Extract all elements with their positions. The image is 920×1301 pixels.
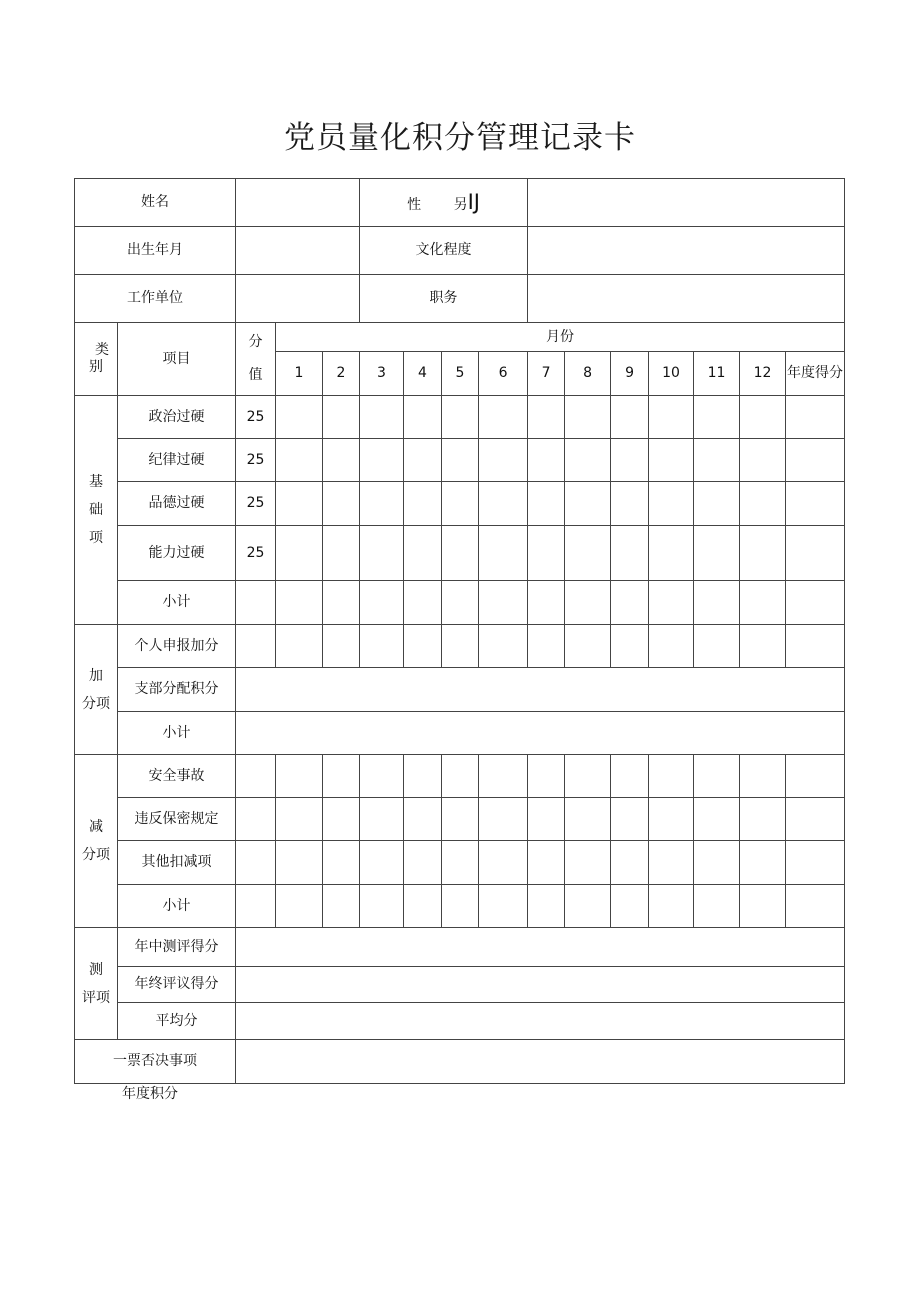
month-score-cell[interactable] [694, 755, 740, 798]
month-5: 5 [442, 352, 479, 396]
month-score-cell[interactable] [649, 755, 694, 798]
month-3: 3 [360, 352, 404, 396]
month-12: 12 [740, 352, 786, 396]
month-score-cell[interactable] [404, 625, 442, 668]
item-label: 个人申报加分 [118, 625, 236, 668]
month-score-cell[interactable] [360, 885, 404, 928]
month-score-cell[interactable] [611, 526, 649, 581]
month-score-cell[interactable] [442, 581, 479, 625]
month-score-cell[interactable] [442, 885, 479, 928]
month-score-cell[interactable] [528, 482, 565, 526]
item-header: 项目 [118, 323, 236, 396]
month-score-cell[interactable] [442, 625, 479, 668]
month-score-cell[interactable] [276, 625, 323, 668]
annual-score-cell[interactable] [786, 841, 845, 885]
birth-field[interactable] [236, 227, 360, 275]
score-value: 25 [236, 482, 276, 526]
month-score-cell[interactable] [442, 396, 479, 439]
month-score-cell[interactable] [565, 885, 611, 928]
month-score-cell[interactable] [323, 798, 360, 841]
basic-row-discipline [75, 439, 845, 482]
record-card-table [74, 178, 845, 1084]
month-score-cell[interactable] [360, 396, 404, 439]
month-score-cell[interactable] [479, 798, 528, 841]
month-score-cell[interactable] [404, 755, 442, 798]
month-score-cell[interactable] [479, 841, 528, 885]
month-score-cell[interactable] [565, 625, 611, 668]
month-score-cell[interactable] [528, 396, 565, 439]
score-cell[interactable] [236, 581, 276, 625]
month-score-cell[interactable] [565, 798, 611, 841]
month-score-cell[interactable] [528, 526, 565, 581]
wide-field[interactable] [236, 668, 845, 712]
month-header: 月份 [276, 323, 845, 352]
month-score-cell[interactable] [565, 396, 611, 439]
month-score-cell[interactable] [649, 625, 694, 668]
month-score-cell[interactable] [694, 625, 740, 668]
position-label: 职务 [360, 275, 528, 323]
month-score-cell[interactable] [611, 885, 649, 928]
month-score-cell[interactable] [323, 482, 360, 526]
annual-score-cell[interactable] [786, 755, 845, 798]
month-score-cell[interactable] [323, 581, 360, 625]
month-score-cell[interactable] [528, 439, 565, 482]
evaluation-row-yearend [75, 967, 845, 1003]
month-score-cell[interactable] [276, 482, 323, 526]
bonus-category: 加 分项 [75, 625, 118, 755]
month-score-cell[interactable] [479, 396, 528, 439]
annual-score-cell[interactable] [786, 798, 845, 841]
month-score-cell[interactable] [276, 755, 323, 798]
evaluation-category: 测 评项 [75, 928, 118, 1040]
name-label: 姓名 [75, 179, 236, 227]
month-score-cell[interactable] [649, 396, 694, 439]
annual-score-cell[interactable] [786, 396, 845, 439]
month-score-cell[interactable] [404, 581, 442, 625]
month-score-cell[interactable] [649, 581, 694, 625]
deduction-row-subtotal [75, 885, 845, 928]
month-2: 2 [323, 352, 360, 396]
month-score-cell[interactable] [479, 885, 528, 928]
item-label: 小计 [118, 581, 236, 625]
month-score-cell[interactable] [442, 798, 479, 841]
item-label: 小计 [118, 712, 236, 755]
month-score-cell[interactable] [360, 755, 404, 798]
annual-score-label: 年度积分 [122, 1086, 178, 1102]
month-score-cell[interactable] [694, 581, 740, 625]
item-label: 支部分配积分 [118, 668, 236, 712]
wide-field[interactable] [236, 928, 845, 967]
month-score-cell[interactable] [479, 439, 528, 482]
item-label: 平均分 [118, 1003, 236, 1040]
score-header: 分 值 [236, 323, 276, 396]
month-score-cell[interactable] [649, 841, 694, 885]
veto-label: 一票否决事项 [75, 1040, 236, 1084]
basic-row-morality [75, 482, 845, 526]
score-cell[interactable] [236, 885, 276, 928]
page-title: 党员量化积分管理记录卡 [284, 120, 636, 156]
month-score-cell[interactable] [323, 396, 360, 439]
veto-field[interactable] [236, 1040, 845, 1084]
month-score-cell[interactable] [404, 439, 442, 482]
month-score-cell[interactable] [276, 526, 323, 581]
month-score-cell[interactable] [276, 581, 323, 625]
month-score-cell[interactable] [694, 439, 740, 482]
annual-score-cell[interactable] [786, 526, 845, 581]
month-score-cell[interactable] [649, 482, 694, 526]
month-score-cell[interactable] [360, 798, 404, 841]
item-label: 安全事故 [118, 755, 236, 798]
month-score-cell[interactable] [694, 885, 740, 928]
month-score-cell[interactable] [565, 841, 611, 885]
evaluation-row-average [75, 1003, 845, 1040]
month-score-cell[interactable] [404, 396, 442, 439]
month-score-cell[interactable] [442, 482, 479, 526]
annual-score-cell[interactable] [786, 581, 845, 625]
month-score-cell[interactable] [404, 841, 442, 885]
month-score-cell[interactable] [611, 755, 649, 798]
month-score-cell[interactable] [611, 841, 649, 885]
month-score-cell[interactable] [528, 755, 565, 798]
score-cell[interactable] [236, 798, 276, 841]
month-score-cell[interactable] [649, 798, 694, 841]
month-score-cell[interactable] [276, 841, 323, 885]
month-score-cell[interactable] [565, 526, 611, 581]
month-score-cell[interactable] [565, 755, 611, 798]
score-cell[interactable] [236, 625, 276, 668]
position-field[interactable] [528, 275, 845, 323]
score-value: 25 [236, 526, 276, 581]
month-score-cell[interactable] [694, 482, 740, 526]
month-score-cell[interactable] [323, 841, 360, 885]
month-score-cell[interactable] [611, 396, 649, 439]
month-score-cell[interactable] [404, 526, 442, 581]
month-score-cell[interactable] [442, 439, 479, 482]
month-score-cell[interactable] [740, 526, 786, 581]
item-label: 其他扣减项 [118, 841, 236, 885]
name-field[interactable] [236, 179, 360, 227]
info-row-birth [75, 227, 845, 275]
month-score-cell[interactable] [404, 798, 442, 841]
wide-field[interactable] [236, 967, 845, 1003]
month-score-cell[interactable] [565, 581, 611, 625]
month-11: 11 [694, 352, 740, 396]
month-score-cell[interactable] [694, 798, 740, 841]
month-score-cell[interactable] [740, 885, 786, 928]
deduction-row-safety [75, 755, 845, 798]
education-label: 文化程度 [360, 227, 528, 275]
education-field[interactable] [528, 227, 845, 275]
month-score-cell[interactable] [740, 396, 786, 439]
month-1: 1 [276, 352, 323, 396]
basic-row-politics [75, 396, 845, 439]
workplace-label: 工作单位 [75, 275, 236, 323]
score-cell[interactable] [236, 755, 276, 798]
month-score-cell[interactable] [611, 798, 649, 841]
month-score-cell[interactable] [276, 396, 323, 439]
month-score-cell[interactable] [740, 581, 786, 625]
birth-label: 出生年月 [75, 227, 236, 275]
month-score-cell[interactable] [528, 885, 565, 928]
month-score-cell[interactable] [611, 581, 649, 625]
item-label: 品德过硬 [118, 482, 236, 526]
month-score-cell[interactable] [740, 625, 786, 668]
month-score-cell[interactable] [611, 625, 649, 668]
month-score-cell[interactable] [404, 885, 442, 928]
month-4: 4 [404, 352, 442, 396]
month-8: 8 [565, 352, 611, 396]
month-10: 10 [649, 352, 694, 396]
month-score-cell[interactable] [276, 885, 323, 928]
score-value: 25 [236, 439, 276, 482]
veto-row [75, 1040, 845, 1084]
month-score-cell[interactable] [479, 581, 528, 625]
annual-score-cell[interactable] [786, 885, 845, 928]
month-score-cell[interactable] [323, 755, 360, 798]
month-score-cell[interactable] [740, 439, 786, 482]
month-score-cell[interactable] [323, 625, 360, 668]
info-row-work [75, 275, 845, 323]
item-label: 年终评议得分 [118, 967, 236, 1003]
month-score-cell[interactable] [565, 439, 611, 482]
month-score-cell[interactable] [479, 482, 528, 526]
category-header: 类 别 [75, 323, 118, 396]
month-score-cell[interactable] [694, 396, 740, 439]
month-score-cell[interactable] [479, 526, 528, 581]
item-label: 小计 [118, 885, 236, 928]
bonus-row-self-report [75, 625, 845, 668]
item-label: 能力过硬 [118, 526, 236, 581]
deduction-category: 减 分项 [75, 755, 118, 928]
wide-field[interactable] [236, 1003, 845, 1040]
month-score-cell[interactable] [740, 755, 786, 798]
basic-row-ability [75, 526, 845, 581]
month-score-cell[interactable] [740, 798, 786, 841]
month-score-cell[interactable] [528, 841, 565, 885]
month-score-cell[interactable] [649, 885, 694, 928]
month-score-cell[interactable] [360, 625, 404, 668]
month-score-cell[interactable] [565, 482, 611, 526]
score-value: 25 [236, 396, 276, 439]
month-score-cell[interactable] [694, 841, 740, 885]
month-9: 9 [611, 352, 649, 396]
month-score-cell[interactable] [740, 482, 786, 526]
month-score-cell[interactable] [323, 885, 360, 928]
gender-label: 性 另IJ [360, 179, 528, 227]
month-score-cell[interactable] [611, 439, 649, 482]
item-label: 政治过硬 [118, 396, 236, 439]
score-cell[interactable] [236, 841, 276, 885]
month-score-cell[interactable] [442, 755, 479, 798]
month-score-cell[interactable] [323, 439, 360, 482]
month-score-cell[interactable] [649, 439, 694, 482]
month-score-cell[interactable] [694, 526, 740, 581]
month-score-cell[interactable] [360, 439, 404, 482]
gender-field[interactable] [528, 179, 845, 227]
annual-score-cell[interactable] [786, 482, 845, 526]
item-label: 纪律过硬 [118, 439, 236, 482]
evaluation-row-midyear [75, 928, 845, 967]
month-score-cell[interactable] [360, 526, 404, 581]
month-score-cell[interactable] [276, 798, 323, 841]
month-score-cell[interactable] [404, 482, 442, 526]
basic-category: 基 础 项 [75, 396, 118, 625]
item-label: 年中测评得分 [118, 928, 236, 967]
annual-score-header: 年度得分 [786, 352, 845, 396]
deduction-row-other [75, 841, 845, 885]
info-row-name [75, 179, 845, 227]
month-score-cell[interactable] [323, 526, 360, 581]
workplace-field[interactable] [236, 275, 360, 323]
month-score-cell[interactable] [360, 482, 404, 526]
month-score-cell[interactable] [479, 625, 528, 668]
month-score-cell[interactable] [649, 526, 694, 581]
month-score-cell[interactable] [740, 841, 786, 885]
item-label: 违反保密规定 [118, 798, 236, 841]
bonus-row-subtotal [75, 712, 845, 755]
month-score-cell[interactable] [442, 526, 479, 581]
annual-score-cell[interactable] [786, 625, 845, 668]
annual-score-cell[interactable] [786, 439, 845, 482]
month-score-cell[interactable] [528, 581, 565, 625]
month-score-cell[interactable] [360, 581, 404, 625]
basic-row-subtotal [75, 581, 845, 625]
month-6: 6 [479, 352, 528, 396]
month-score-cell[interactable] [611, 482, 649, 526]
wide-field[interactable] [236, 712, 845, 755]
month-score-cell[interactable] [360, 841, 404, 885]
deduction-row-secrecy [75, 798, 845, 841]
month-score-cell[interactable] [479, 755, 528, 798]
month-score-cell[interactable] [442, 841, 479, 885]
header-row-1 [75, 323, 845, 352]
month-score-cell[interactable] [528, 625, 565, 668]
month-score-cell[interactable] [528, 798, 565, 841]
bonus-row-branch [75, 668, 845, 712]
month-7: 7 [528, 352, 565, 396]
month-score-cell[interactable] [276, 439, 323, 482]
